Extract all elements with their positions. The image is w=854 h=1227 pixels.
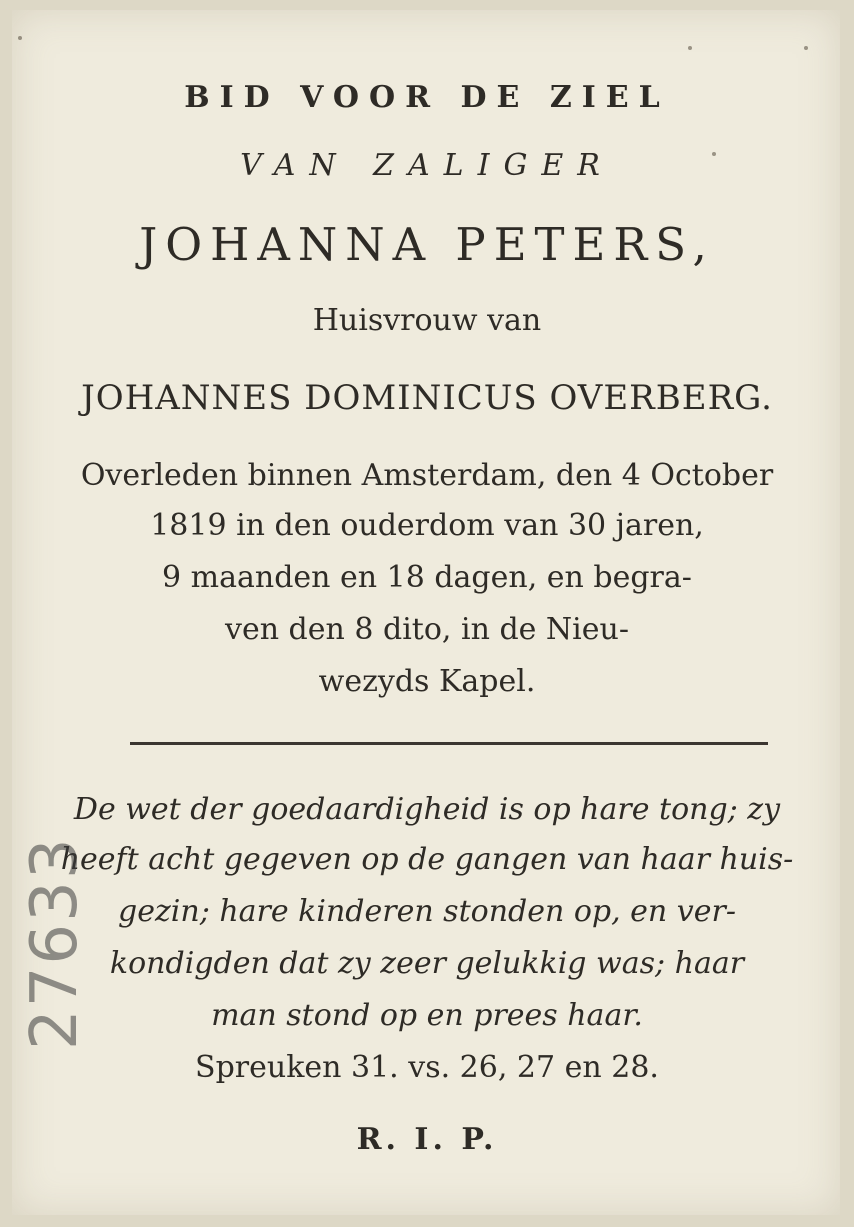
paper-speck	[804, 46, 808, 50]
rip-text: R. I. P.	[356, 1122, 498, 1157]
quote-line-2: heeft acht gegeven op de gangen van haar huis-	[60, 842, 794, 877]
body-line-4: ven den 8 dito, in de Nieu-	[225, 612, 629, 647]
body-line-2: 1819 in den ouderdom van 30 jaren,	[150, 508, 704, 543]
deceased-name: JOHANNA PETERS,	[139, 218, 715, 271]
quote-line-5: man stond op en prees haar.	[211, 998, 643, 1033]
paper-speck	[688, 46, 692, 50]
paper-speck	[18, 36, 22, 40]
relation-text: Huisvrouw van	[312, 303, 542, 338]
paper-speck	[712, 152, 716, 156]
body-line-3: 9 maanden en 18 dagen, en begra-	[162, 560, 692, 595]
body-line-1: Overleden binnen Amsterdam, den 4 October	[80, 458, 774, 493]
divider-rule	[130, 742, 768, 745]
title-line-1: BID VOOR DE ZIEL	[184, 80, 670, 115]
body-line-5: wezyds Kapel.	[318, 664, 536, 699]
quote-line-3: gezin; hare kinderen stonden op, en ver-	[118, 894, 736, 929]
bible-reference: Spreuken 31. vs. 26, 27 en 28.	[195, 1050, 659, 1085]
title-line-2: VAN ZALIGER	[240, 148, 614, 183]
inventory-stamp-number: 27633	[18, 836, 92, 1050]
quote-line-1: De wet der goedaardigheid is op hare tong; zy	[73, 792, 781, 827]
quote-line-4: kondigden dat zy zeer gelukkig was; haar	[109, 946, 745, 981]
husband-name: JOHANNES DOMINICUS OVERBERG.	[81, 378, 773, 418]
